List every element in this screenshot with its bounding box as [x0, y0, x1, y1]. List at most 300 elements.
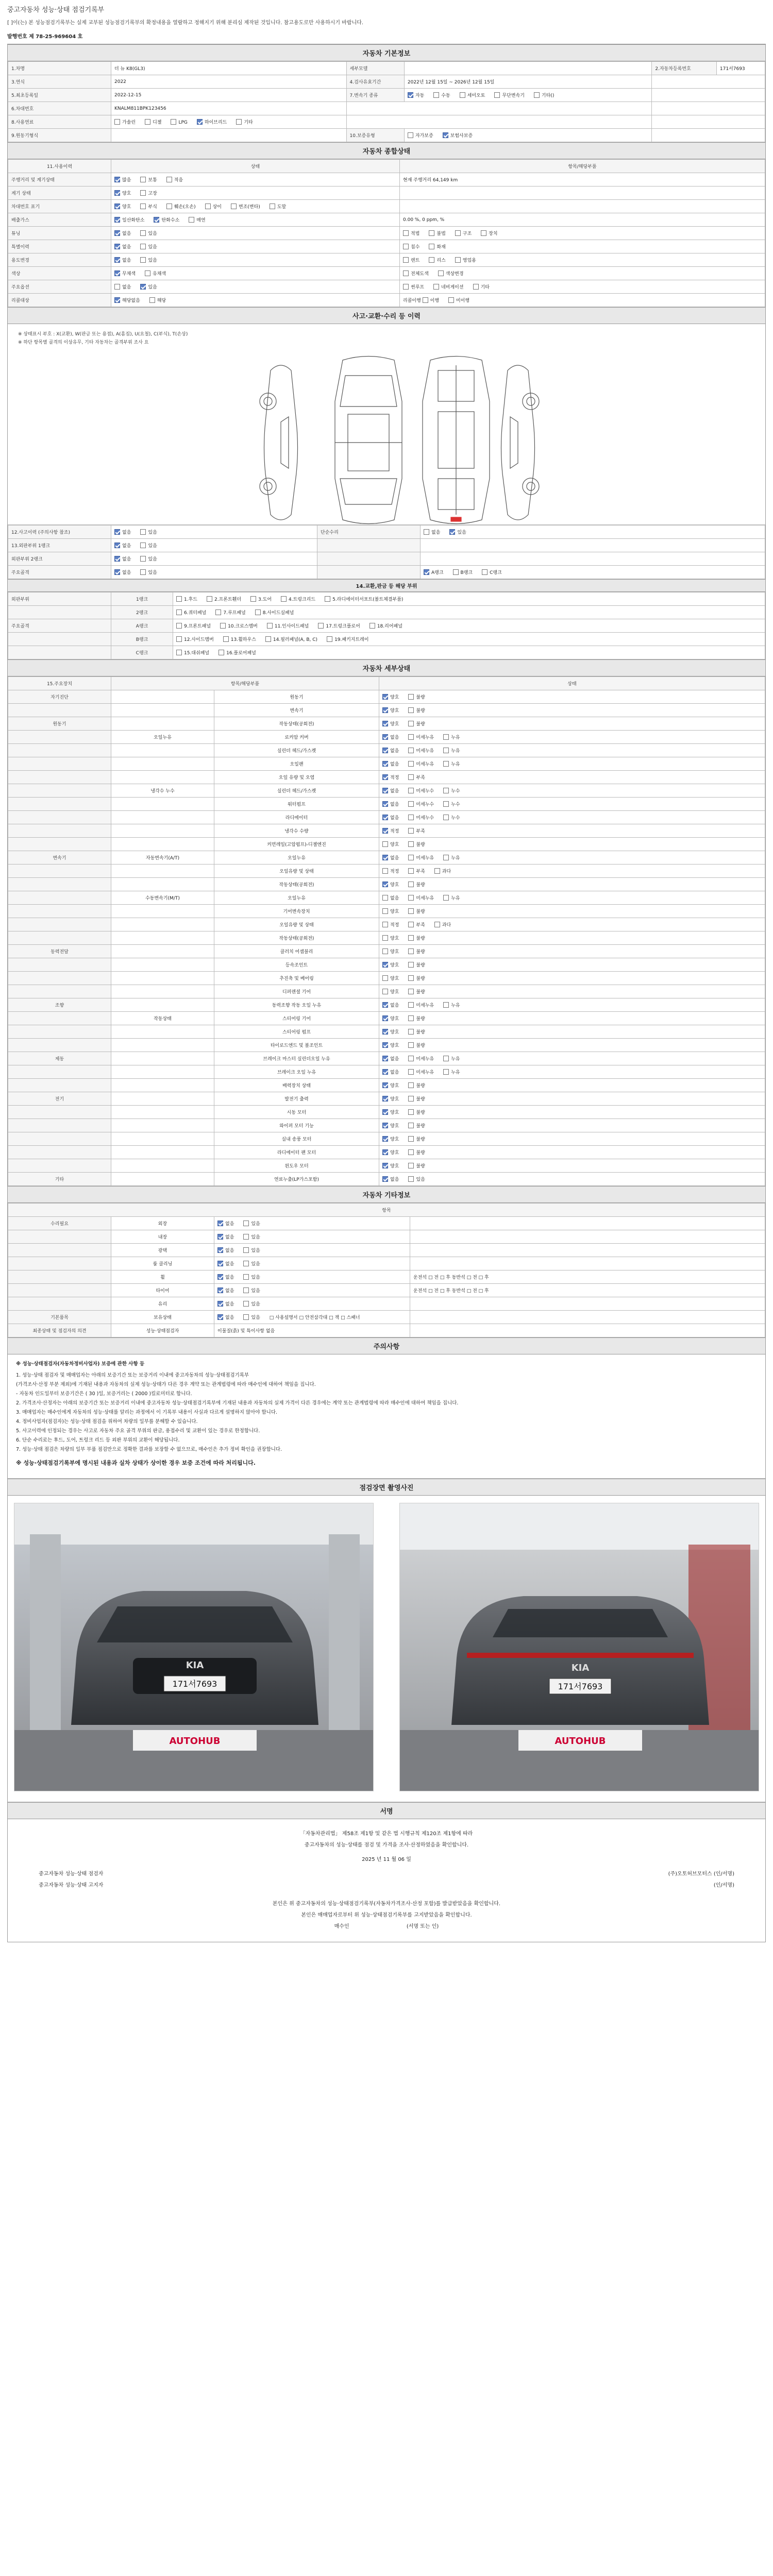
- detail-option: [382, 868, 399, 874]
- checkbox-icon[interactable]: [433, 284, 439, 290]
- checkbox-icon[interactable]: [369, 623, 375, 629]
- checkbox-icon[interactable]: [382, 882, 388, 887]
- checkbox-icon[interactable]: [408, 1069, 414, 1075]
- detail-status: [379, 771, 765, 784]
- checkbox-icon[interactable]: [453, 569, 459, 575]
- checkbox-icon[interactable]: [494, 92, 500, 98]
- general-option: [231, 203, 260, 210]
- basic-empty: [346, 102, 652, 115]
- checkbox-icon[interactable]: [408, 132, 413, 138]
- checkbox-icon[interactable]: [455, 257, 461, 263]
- other-item: 휠: [111, 1270, 214, 1284]
- checkbox-icon[interactable]: [114, 230, 120, 236]
- detail-status: [379, 1173, 765, 1186]
- basic-empty: [652, 75, 765, 89]
- checkbox-icon[interactable]: [443, 788, 449, 793]
- checkbox-icon[interactable]: [408, 962, 414, 968]
- checkbox-icon[interactable]: [460, 92, 465, 98]
- checkbox-icon[interactable]: [429, 257, 434, 263]
- detail-options: [382, 1083, 434, 1089]
- part-label: 17.트렁크플로어: [326, 624, 360, 629]
- other-options: [217, 1315, 270, 1320]
- checkbox-icon[interactable]: [382, 948, 388, 954]
- checkbox-icon[interactable]: [382, 815, 388, 820]
- checkbox-icon[interactable]: [140, 190, 146, 196]
- part-item: [250, 596, 272, 602]
- checkbox-icon[interactable]: [443, 1002, 449, 1008]
- checkbox-icon[interactable]: [443, 1056, 449, 1061]
- detail-group: [8, 865, 111, 878]
- checkbox-icon[interactable]: [231, 204, 237, 209]
- checkbox-icon[interactable]: [443, 132, 448, 138]
- detail-subgroup: [111, 1146, 214, 1159]
- checkbox-icon[interactable]: [223, 636, 229, 642]
- general-options: [114, 245, 166, 250]
- detail-subgroup: 오일누유: [111, 731, 214, 744]
- checkbox-icon[interactable]: [408, 828, 414, 834]
- checkbox-icon[interactable]: [217, 1314, 223, 1320]
- option-label: 있음: [148, 570, 157, 575]
- checkbox-icon[interactable]: [443, 734, 449, 740]
- checkbox-icon[interactable]: [403, 270, 409, 276]
- checkbox-icon[interactable]: [217, 1261, 223, 1266]
- checkbox-icon[interactable]: [114, 297, 120, 303]
- checkbox-icon[interactable]: [176, 636, 182, 642]
- checkbox-icon[interactable]: [114, 190, 120, 196]
- option-label: 불량: [416, 1097, 425, 1102]
- other-option: [243, 1247, 260, 1253]
- checkbox-icon[interactable]: [408, 734, 414, 740]
- checkbox-icon[interactable]: [243, 1314, 249, 1320]
- checkbox-icon[interactable]: [145, 119, 150, 125]
- detail-option: [382, 787, 399, 794]
- basic-row: [8, 129, 765, 142]
- basic-info-table: [8, 61, 765, 142]
- checkbox-icon[interactable]: [382, 895, 388, 901]
- checkbox-icon[interactable]: [449, 529, 455, 535]
- checkbox-icon[interactable]: [140, 177, 146, 182]
- general-option: [140, 243, 157, 250]
- checkbox-icon[interactable]: [382, 1042, 388, 1048]
- detail-row: [8, 1119, 765, 1132]
- checkbox-icon[interactable]: [325, 596, 330, 602]
- checkbox-icon[interactable]: [482, 569, 488, 575]
- checkbox-icon[interactable]: [217, 1274, 223, 1280]
- option-label: 없음: [225, 1235, 234, 1240]
- checkbox-icon[interactable]: [423, 297, 428, 303]
- checkbox-icon[interactable]: [220, 623, 226, 629]
- checkbox-icon[interactable]: [382, 828, 388, 834]
- basic-row: [8, 89, 765, 102]
- rear-brand-text: KIA: [571, 1663, 590, 1673]
- checkbox-icon[interactable]: [403, 257, 409, 263]
- checkbox-icon[interactable]: [255, 609, 261, 615]
- checkbox-icon[interactable]: [197, 119, 203, 125]
- option-label: 유채색: [153, 272, 166, 277]
- detail-status: [379, 731, 765, 744]
- checkbox-icon[interactable]: [443, 748, 449, 753]
- option-label: 누수: [451, 789, 460, 794]
- checkbox-icon[interactable]: [176, 596, 182, 602]
- checkbox-icon[interactable]: [408, 989, 414, 994]
- detail-item: 연료누출(LP가스포함): [214, 1173, 379, 1186]
- checkbox-icon[interactable]: [217, 1234, 223, 1240]
- checkbox-icon[interactable]: [243, 1261, 249, 1266]
- checkbox-icon[interactable]: [443, 815, 449, 820]
- option-label: 색상변경: [445, 272, 464, 277]
- detail-option: [382, 935, 399, 941]
- checkbox-icon[interactable]: [114, 556, 120, 562]
- checkbox-icon[interactable]: [408, 1149, 414, 1155]
- checkbox-icon[interactable]: [114, 529, 120, 535]
- checkbox-icon[interactable]: [408, 801, 414, 807]
- option-label: 부족: [416, 923, 425, 928]
- parts-items: [173, 606, 765, 619]
- general-label: 튜닝: [8, 227, 111, 240]
- checkbox-icon[interactable]: [408, 815, 414, 820]
- checkbox-icon[interactable]: [382, 908, 388, 914]
- checkbox-icon[interactable]: [243, 1287, 249, 1293]
- checkbox-icon[interactable]: [140, 556, 146, 562]
- detail-option: [408, 734, 434, 740]
- checkbox-icon[interactable]: [382, 1029, 388, 1035]
- checkbox-icon[interactable]: [114, 284, 120, 290]
- checkbox-icon[interactable]: [270, 204, 275, 209]
- detail-status: [379, 945, 765, 958]
- accident-row: [8, 526, 765, 539]
- other-group: 최종상태 및 점검자의 의견: [8, 1324, 111, 1337]
- checkbox-icon[interactable]: [429, 230, 434, 236]
- other-extra-cell: [410, 1257, 765, 1270]
- checkbox-icon[interactable]: [281, 596, 287, 602]
- checkbox-icon[interactable]: [382, 761, 388, 767]
- checkbox-icon[interactable]: [429, 244, 434, 249]
- checkbox-icon[interactable]: [243, 1221, 249, 1226]
- checkbox-icon[interactable]: [114, 119, 120, 125]
- checkbox-icon[interactable]: [408, 882, 414, 887]
- checkbox-icon[interactable]: [382, 707, 388, 713]
- checkbox-icon[interactable]: [382, 734, 388, 740]
- checkbox-icon[interactable]: [219, 650, 224, 655]
- checkbox-icon[interactable]: [408, 948, 414, 954]
- other-options: [217, 1248, 270, 1253]
- basic-label: 9.원동기형식: [8, 129, 111, 142]
- checkbox-icon[interactable]: [408, 908, 414, 914]
- general-option: [140, 190, 157, 196]
- checkbox-icon[interactable]: [215, 609, 221, 615]
- checkbox-icon[interactable]: [382, 721, 388, 726]
- detail-row: [8, 945, 765, 958]
- detail-item: 냉각수 수량: [214, 824, 379, 838]
- detail-option: [382, 814, 399, 821]
- general-right-option: [438, 270, 464, 277]
- checkbox-icon[interactable]: [382, 748, 388, 753]
- detail-group: [8, 784, 111, 798]
- caution-line: (가격조사·산정 부분 제외)에 기재된 내용과 자동차의 실제 성능·상태가 다른 경우 계약 또는 관계법령에 따라 매수인에 대하여 책임을 집니다.: [16, 1382, 316, 1387]
- checkbox-icon[interactable]: [434, 868, 440, 874]
- checkbox-icon[interactable]: [443, 855, 449, 860]
- option-label: 누유: [451, 735, 460, 740]
- checkbox-icon[interactable]: [455, 230, 461, 236]
- checkbox-icon[interactable]: [408, 761, 414, 767]
- checkbox-icon[interactable]: [176, 650, 182, 655]
- detail-item: 스티어링 기어: [214, 1012, 379, 1025]
- checkbox-icon[interactable]: [408, 788, 414, 793]
- checkbox-icon[interactable]: [408, 1096, 414, 1101]
- detail-options: [382, 1057, 469, 1062]
- checkbox-icon[interactable]: [408, 707, 414, 713]
- checkbox-icon[interactable]: [140, 230, 146, 236]
- detail-option: [443, 854, 460, 861]
- detail-group: [8, 891, 111, 905]
- option-label: 양호: [122, 205, 131, 210]
- detail-options: [382, 1097, 434, 1102]
- checkbox-icon[interactable]: [408, 1015, 414, 1021]
- other-info-table: [8, 1203, 765, 1337]
- checkbox-icon[interactable]: [140, 569, 146, 575]
- checkbox-icon[interactable]: [171, 119, 176, 125]
- checkbox-icon[interactable]: [481, 230, 486, 236]
- car-top-view-drawing: [335, 357, 402, 524]
- checkbox-icon[interactable]: [382, 788, 388, 793]
- part-item: [215, 609, 245, 616]
- checkbox-icon[interactable]: [114, 204, 120, 209]
- rear-plate-text: 171서7693: [558, 1682, 603, 1691]
- checkbox-icon[interactable]: [408, 855, 414, 860]
- checkbox-icon[interactable]: [140, 543, 146, 548]
- checkbox-icon[interactable]: [382, 1109, 388, 1115]
- detail-subgroup: [111, 918, 214, 931]
- option-label: 있음: [251, 1262, 260, 1267]
- checkbox-icon[interactable]: [408, 841, 414, 847]
- other-row: [8, 1257, 765, 1270]
- checkbox-icon[interactable]: [408, 1042, 414, 1048]
- option-label: 없음: [225, 1302, 234, 1307]
- detail-option: [382, 734, 399, 740]
- detail-option: [443, 1069, 460, 1075]
- parts-group: [8, 606, 111, 619]
- checkbox-icon[interactable]: [408, 1176, 414, 1182]
- checkbox-icon[interactable]: [318, 623, 324, 629]
- checkbox-icon[interactable]: [382, 1096, 388, 1101]
- checkbox-icon[interactable]: [382, 1069, 388, 1075]
- checkbox-icon[interactable]: [382, 1123, 388, 1128]
- checkbox-icon[interactable]: [382, 855, 388, 860]
- checkbox-icon[interactable]: [408, 774, 414, 780]
- checkbox-icon[interactable]: [145, 270, 150, 276]
- checkbox-icon[interactable]: [114, 257, 120, 263]
- detail-options: [382, 1043, 434, 1048]
- checkbox-icon[interactable]: [140, 204, 146, 209]
- checkbox-icon[interactable]: [433, 92, 439, 98]
- checkbox-icon[interactable]: [217, 1301, 223, 1307]
- detail-row: [8, 958, 765, 972]
- checkbox-icon[interactable]: [408, 1109, 414, 1115]
- checkbox-icon[interactable]: [217, 1221, 223, 1226]
- checkbox-icon[interactable]: [408, 1056, 414, 1061]
- checkbox-icon[interactable]: [403, 244, 409, 249]
- checkbox-icon[interactable]: [166, 204, 172, 209]
- checkbox-icon[interactable]: [403, 284, 409, 290]
- checkbox-icon[interactable]: [443, 895, 449, 901]
- checkbox-icon[interactable]: [382, 841, 388, 847]
- checkbox-icon[interactable]: [382, 935, 388, 941]
- general-option: [166, 176, 183, 183]
- option-label: 없음: [122, 258, 131, 263]
- checkbox-icon[interactable]: [114, 569, 120, 575]
- part-item: [369, 622, 402, 629]
- part-label: 5.라디에이터서포트(볼트체결부품): [332, 597, 404, 602]
- checkbox-icon[interactable]: [448, 297, 454, 303]
- checkbox-icon[interactable]: [176, 623, 182, 629]
- checkbox-icon[interactable]: [140, 257, 146, 263]
- checkbox-icon[interactable]: [382, 989, 388, 994]
- checkbox-icon[interactable]: [408, 1163, 414, 1168]
- checkbox-icon[interactable]: [114, 270, 120, 276]
- checkbox-icon[interactable]: [166, 177, 172, 182]
- checkbox-icon[interactable]: [140, 284, 146, 290]
- checkbox-icon[interactable]: [443, 761, 449, 767]
- checkbox-icon[interactable]: [114, 244, 120, 249]
- detail-subgroup: [111, 1039, 214, 1052]
- checkbox-icon[interactable]: [382, 962, 388, 968]
- detail-option: [443, 1055, 460, 1062]
- simple-repair-option: [449, 529, 466, 535]
- checkbox-icon[interactable]: [408, 92, 413, 98]
- checkbox-icon[interactable]: [408, 1002, 414, 1008]
- detail-row: [8, 1146, 765, 1159]
- option-label: 미세누수: [416, 802, 434, 807]
- checkbox-icon[interactable]: [408, 1136, 414, 1142]
- option-label: 양호: [390, 909, 399, 914]
- checkbox-icon[interactable]: [534, 92, 540, 98]
- car-frame-view-drawing: [423, 357, 490, 524]
- detail-item: 디퍼렌셜 기어: [214, 985, 379, 998]
- detail-status: [379, 891, 765, 905]
- checkbox-icon[interactable]: [408, 1123, 414, 1128]
- checkbox-icon[interactable]: [327, 636, 332, 642]
- checkbox-icon[interactable]: [382, 1136, 388, 1142]
- checkbox-icon[interactable]: [408, 721, 414, 726]
- checkbox-icon[interactable]: [154, 217, 159, 223]
- checkbox-icon[interactable]: [408, 1082, 414, 1088]
- parts-items: [173, 633, 765, 646]
- report-body: [7, 44, 766, 1942]
- checkbox-icon[interactable]: [408, 1029, 414, 1035]
- checkbox-icon[interactable]: [205, 204, 211, 209]
- checkbox-icon[interactable]: [408, 748, 414, 753]
- checkbox-icon[interactable]: [408, 868, 414, 874]
- detail-row: [8, 891, 765, 905]
- checkbox-icon[interactable]: [408, 694, 414, 700]
- general-options: [114, 218, 215, 223]
- detail-row: [8, 704, 765, 717]
- checkbox-icon[interactable]: [236, 119, 242, 125]
- detail-subgroup: [111, 744, 214, 757]
- checkbox-icon[interactable]: [176, 609, 182, 615]
- checkbox-icon[interactable]: [382, 1176, 388, 1182]
- option-label: 자동: [415, 93, 425, 98]
- checkbox-icon[interactable]: [382, 1015, 388, 1021]
- checkbox-icon[interactable]: [217, 1287, 223, 1293]
- other-extra-cell: 운전석 □ 전 □ 후 동반석 □ 전 □ 후: [410, 1270, 765, 1284]
- checkbox-icon[interactable]: [382, 1082, 388, 1088]
- option-label: 양호: [390, 695, 399, 700]
- checkbox-icon[interactable]: [382, 1002, 388, 1008]
- checkbox-icon[interactable]: [443, 1069, 449, 1075]
- checkbox-icon[interactable]: [243, 1234, 249, 1240]
- checkbox-icon[interactable]: [243, 1301, 249, 1307]
- checkbox-icon[interactable]: [443, 801, 449, 807]
- option-label: 없음: [225, 1275, 234, 1280]
- checkbox-icon[interactable]: [207, 596, 212, 602]
- checkbox-icon[interactable]: [250, 596, 256, 602]
- option-label: 없음: [390, 789, 399, 794]
- document-title: 중고자동차 성능·상태 점검기록부: [7, 6, 105, 14]
- detail-option: [382, 1028, 399, 1035]
- checkbox-icon[interactable]: [424, 529, 429, 535]
- checkbox-icon[interactable]: [382, 801, 388, 807]
- checkbox-icon[interactable]: [403, 230, 409, 236]
- checkbox-icon[interactable]: [382, 975, 388, 981]
- checkbox-icon[interactable]: [408, 975, 414, 981]
- checkbox-icon[interactable]: [243, 1274, 249, 1280]
- detail-option: [408, 854, 434, 861]
- option-label: 양호: [390, 1164, 399, 1169]
- option-label: 없음: [122, 530, 131, 535]
- checkbox-icon[interactable]: [382, 774, 388, 780]
- detail-option: [408, 841, 425, 848]
- checkbox-icon[interactable]: [140, 529, 146, 535]
- checkbox-icon[interactable]: [382, 868, 388, 874]
- basic-empty: [652, 89, 765, 102]
- checkbox-icon[interactable]: [473, 284, 479, 290]
- detail-status: [379, 1025, 765, 1039]
- fuel-option: [171, 119, 187, 125]
- checkbox-icon[interactable]: [267, 623, 273, 629]
- checkbox-icon[interactable]: [382, 1163, 388, 1168]
- checkbox-icon[interactable]: [114, 543, 120, 548]
- checkbox-icon[interactable]: [408, 922, 414, 927]
- checkbox-icon[interactable]: [382, 1056, 388, 1061]
- option-label: 없음: [225, 1248, 234, 1253]
- checkbox-icon[interactable]: [140, 244, 146, 249]
- option-label: B랭크: [460, 570, 473, 575]
- checkbox-icon[interactable]: [424, 569, 429, 575]
- checkbox-icon[interactable]: [114, 217, 120, 223]
- checkbox-icon[interactable]: [438, 270, 444, 276]
- checkbox-icon[interactable]: [149, 297, 155, 303]
- checkbox-icon[interactable]: [189, 217, 194, 223]
- detail-row: [8, 972, 765, 985]
- checkbox-icon[interactable]: [382, 1149, 388, 1155]
- option-label: 있음: [148, 231, 157, 236]
- checkbox-icon[interactable]: [382, 694, 388, 700]
- checkbox-icon[interactable]: [217, 1247, 223, 1253]
- accident-label: 12.사고이력 (주의사항 참조): [8, 526, 111, 539]
- option-label: 있음: [416, 1177, 425, 1182]
- checkbox-icon[interactable]: [382, 922, 388, 927]
- checkbox-icon[interactable]: [434, 922, 440, 927]
- checkbox-icon[interactable]: [265, 636, 271, 642]
- checkbox-icon[interactable]: [114, 177, 120, 182]
- other-group: [8, 1244, 111, 1257]
- option-label: 과다: [442, 923, 451, 928]
- checkbox-icon[interactable]: [243, 1247, 249, 1253]
- checkbox-icon[interactable]: [408, 895, 414, 901]
- checkbox-icon[interactable]: [408, 935, 414, 941]
- detail-status: [379, 690, 765, 704]
